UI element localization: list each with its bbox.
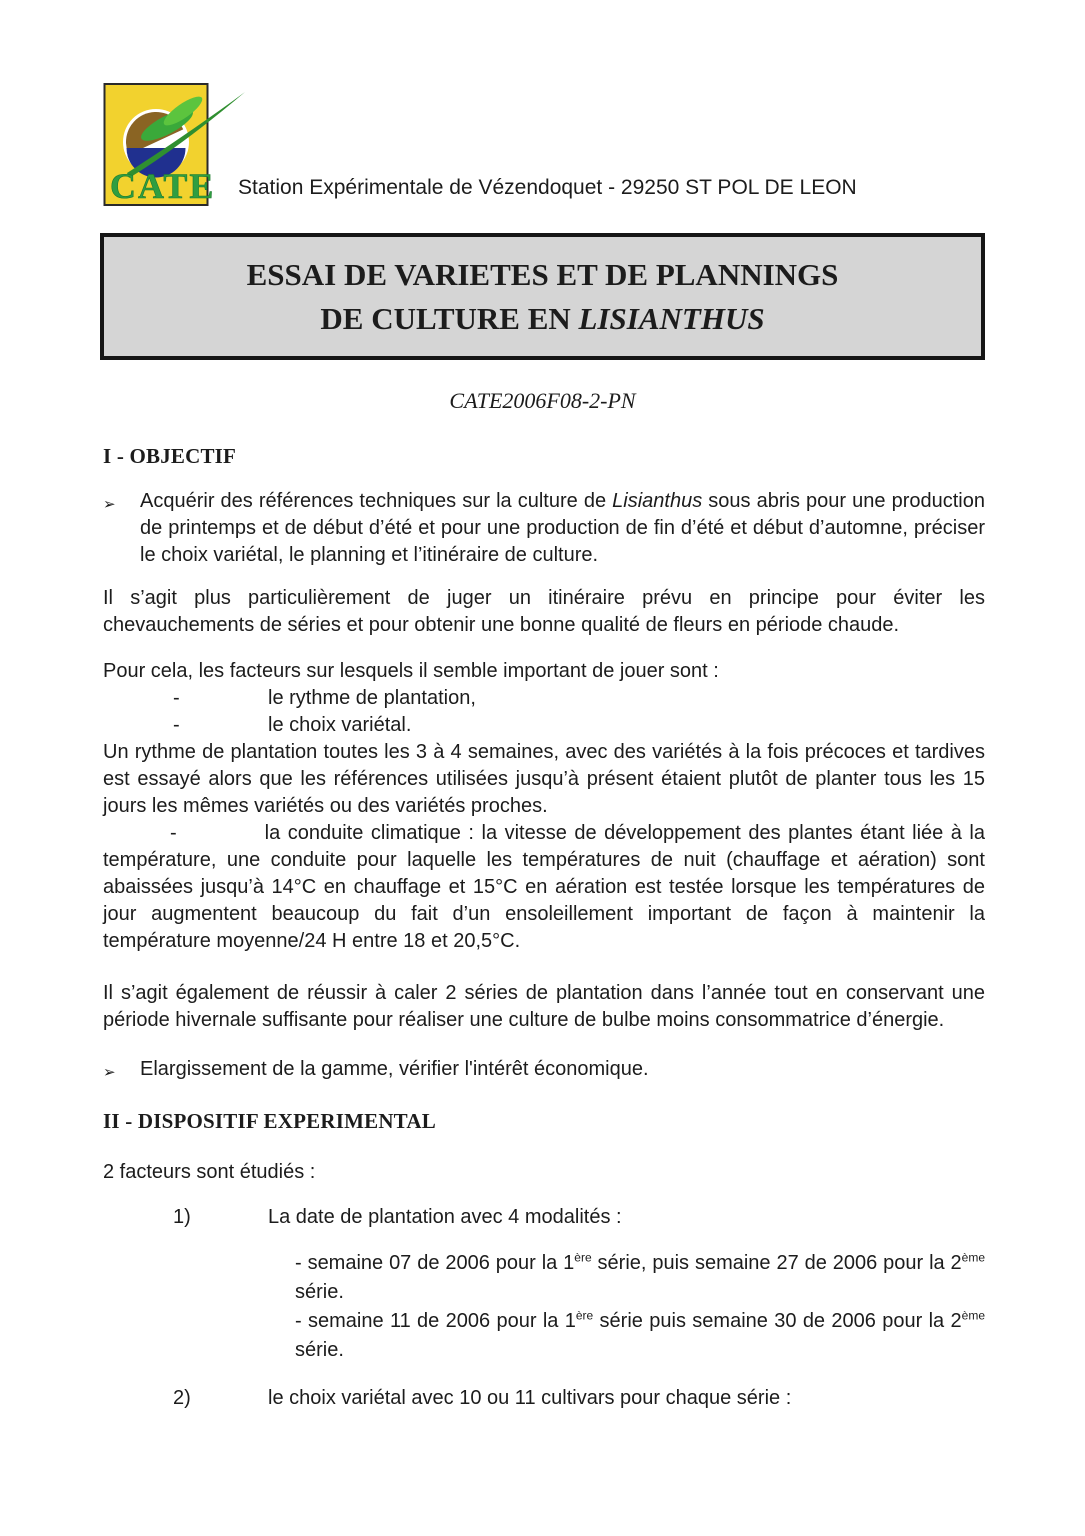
bullet-text-elargissement: Elargissement de la gamme, vérifier l'intérêt économique. [140, 1058, 649, 1080]
numbered-item-2 [103, 1385, 985, 1412]
section-heading-objectif: I - OBJECTIF [103, 444, 237, 468]
dash-marker: - [173, 687, 180, 709]
dash-marker: - [170, 822, 177, 844]
bullet-item-acquerir [103, 488, 985, 569]
station-address: Station Expérimentale de Vézendoquet - 29250 ST POL DE LEON [238, 176, 857, 199]
semaine-text: série. [295, 1339, 344, 1361]
dash-marker: - [173, 714, 180, 736]
section-heading-dispositif: II - DISPOSITIF EXPERIMENTAL [103, 1109, 436, 1133]
paragraph-conduite-climatique [103, 820, 985, 955]
arrow-bullet-icon: ➢ [103, 496, 116, 513]
dash-item-rythme [103, 685, 985, 712]
title-box [100, 233, 985, 360]
paragraph-conduite-text: la conduite climatique : la vitesse de développement des plantes étant liée à la température, une conduite pour laquelle les températures de nuit (chauffage et aération) sont abaissées jusqu’à 14°C en chauffage et 15°C en aération est testée lorsque les températures de jour augmentent beaucoup du fait d’un ensoleillement important de façon à maintenir la température moyenne/24 H entre 18 et 20,5°C. [103, 822, 985, 952]
numbered-item-text: La date de plantation avec 4 modalités : [268, 1206, 622, 1228]
bullet-text-pre: Acquérir des références techniques sur la culture de [140, 490, 613, 512]
arrow-bullet-icon: ➢ [103, 1064, 116, 1081]
ordinal-superscript: ère [574, 1250, 592, 1265]
bullet-item-elargissement [103, 1056, 985, 1086]
indent-spacer [177, 838, 265, 839]
document-title-line1: ESSAI DE VARIETES ET DE PLANNINGS [246, 256, 839, 292]
semaine-text: série puis semaine 30 de 2006 pour la 2 [593, 1310, 962, 1332]
paragraph-semaine-1 [295, 1249, 985, 1307]
numbered-item-text: le choix variétal avec 10 ou 11 cultivars pour chaque série : [268, 1387, 792, 1409]
paragraph-deux-series: Il s’agit également de réussir à caler 2 séries de plantation dans l’année tout en conservant une période hivernale suffisante pour réaliser une culture de bulbe moins consommatrice d’énergie. [103, 982, 985, 1031]
bullet-text-post: sous abris pour une production de printemps et de début d’été et pour une production de fin d’été et début d’automne, préciser le choix variétal, le planning et l’itinéraire de culture. [140, 490, 985, 566]
semaine-text: série, puis semaine 27 de 2006 pour la 2 [591, 1252, 962, 1274]
dash-item-text: le choix variétal. [268, 714, 412, 736]
dash-item-choix [103, 712, 985, 739]
cate-logo [103, 80, 253, 214]
document-reference: CATE2006F08-2-PN [449, 388, 636, 413]
dash-item-text: le rythme de plantation, [268, 687, 476, 709]
paragraph-facteurs-etudies: 2 facteurs sont étudiés : [103, 1161, 316, 1183]
logo-text: CATE [110, 166, 216, 206]
document-body [100, 233, 985, 1412]
paragraph-facteurs: Pour cela, les facteurs sur lesquels il semble important de jouer sont : [103, 660, 719, 682]
numbered-item-marker: 1) [173, 1206, 191, 1228]
numbered-item-1 [103, 1204, 985, 1231]
ordinal-superscript: ème [961, 1250, 986, 1265]
ordinal-superscript: ème [961, 1308, 985, 1323]
paragraph-itineraire: Il s’agit plus particulièrement de juger un itinéraire prévu en principe pour éviter les chevauchements de séries et pour obtenir une bonne qualité de fleurs en période chaude. [103, 587, 985, 636]
bullet-text-acquerir [140, 488, 985, 569]
document-title-line2 [320, 297, 764, 341]
lisianthus-italic: Lisianthus [612, 490, 703, 512]
paragraph-rythme-plantation: Un rythme de plantation toutes les 3 à 4 semaines, avec des variétés à la fois précoces et tardives est essayé alors que les références utilisées jusqu’à présent étaient plutôt de planter tous les 15 jours les mêmes variétés ou des variétés proches. [103, 741, 985, 817]
semaine-text: série. [295, 1281, 344, 1303]
numbered-item-marker: 2) [173, 1387, 191, 1409]
ordinal-superscript: ère [575, 1308, 594, 1323]
semaine-text: - semaine 11 de 2006 pour la 1 [295, 1310, 576, 1332]
indent-spacer [103, 838, 170, 839]
title-line2-italic: LISIANTHUS [578, 300, 765, 336]
semaine-text: - semaine 07 de 2006 pour la 1 [295, 1252, 575, 1274]
title-line2-normal: DE CULTURE EN [320, 300, 579, 336]
paragraph-semaine-2 [295, 1307, 985, 1365]
